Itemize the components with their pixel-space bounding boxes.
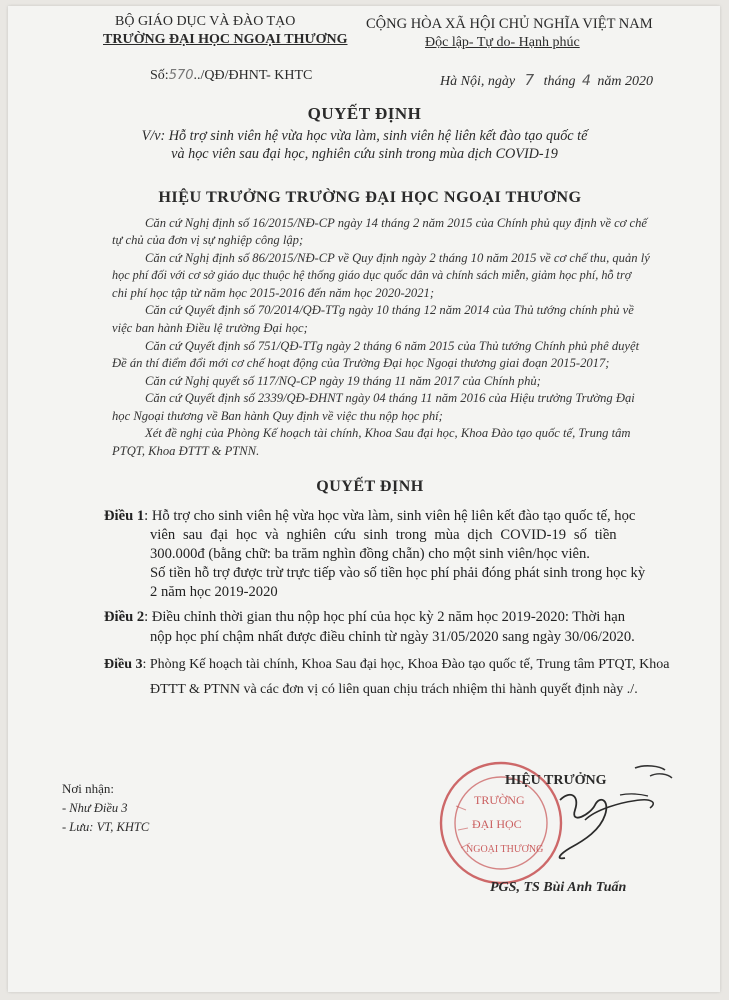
stamp-line-3: NGOẠI THƯƠNG (466, 844, 544, 855)
basis-line: Căn cứ Nghị định số 86/2015/NĐ-CP về Quy định ngày 2 tháng 10 năm 2015 về cơ chế thu, quản lý (145, 251, 650, 265)
article-1-line (104, 507, 635, 526)
decision-heading: QUYẾT ĐỊNH (316, 478, 424, 495)
date-prefix: Hà Nội, ngày (440, 74, 516, 89)
university-name: TRƯỜNG ĐẠI HỌC NGOẠI THƯƠNG (103, 32, 348, 47)
doc-number-suffix: ../QĐ/ĐHNT- KHTC (193, 68, 313, 83)
basis-line: Căn cứ Quyết định số 751/QĐ-TTg ngày 2 tháng 6 năm 2015 của Thủ tướng Chính phủ phê duyệt (145, 339, 640, 353)
article-1-line: Số tiền hỗ trợ được trừ trực tiếp vào số tiền học phí phải đóng phát sinh trong học kỳ (150, 565, 646, 581)
document-title: QUYẾT ĐỊNH (307, 104, 422, 123)
stamp-line-2: ĐẠI HỌC (472, 817, 522, 831)
article-2-line: nộp học phí chậm nhất được điều chỉnh từ ngày 31/05/2020 sang ngày 30/06/2020. (150, 629, 635, 645)
doc-number-prefix: Số: (150, 68, 169, 83)
recipients-label: Nơi nhận: (62, 781, 115, 796)
article-3-label: Điều 3 (104, 657, 143, 672)
signer-position: HIỆU TRƯỞNG (505, 773, 607, 788)
basis-line: Xét đề nghị của Phòng Kế hoạch tài chính, Khoa Sau đại học, Khoa Đào tạo quốc tế, Trung tâm (145, 426, 631, 440)
basis-line: tự chủ của đơn vị sự nghiệp công lập; (112, 233, 304, 247)
recipient-item: - Lưu: VT, KHTC (62, 820, 150, 834)
country-name: CỘNG HÒA XÃ HỘI CHỦ NGHĨA VIỆT NAM (366, 16, 653, 32)
ministry-name: BỘ GIÁO DỤC VÀ ĐÀO TẠO (115, 14, 296, 29)
basis-line: Đề án thí điểm đổi mới cơ chế hoạt động của Trường Đại học Ngoại thương giai đoạn 2015-2017; (112, 356, 610, 370)
date-year: năm 2020 (597, 74, 654, 89)
issuing-authority: HIỆU TRƯỞNG TRƯỜNG ĐẠI HỌC NGOẠI THƯƠNG (158, 188, 582, 206)
national-motto: Độc lập- Tự do- Hạnh phúc (425, 35, 580, 50)
basis-line: PTQT, Khoa ĐTTT & PTNN. (112, 444, 260, 458)
document-number (150, 68, 312, 84)
article-2-line (104, 608, 625, 627)
basis-line: học phí đối với cơ sở giáo dục thuộc hệ thống giáo dục quốc dân và chính sách miễn, giảm học phí, hỗ trợ (112, 268, 632, 282)
date-day: 7 (524, 71, 535, 89)
article-2-text: : Điều chỉnh thời gian thu nộp học phí của học kỳ 2 năm học 2019-2020: Thời hạn (144, 609, 626, 625)
stamp-line-1: TRƯỜNG (474, 793, 525, 807)
handwritten-signature (500, 760, 680, 870)
basis-line: Căn cứ Nghị quyết số 117/NQ-CP ngày 19 tháng 11 năm 2017 của Chính phủ; (145, 374, 541, 388)
doc-number-handwritten: 570 (168, 68, 194, 83)
date-month-label: tháng (543, 74, 576, 89)
basis-line: Căn cứ Nghị định số 16/2015/NĐ-CP ngày 14 tháng 2 năm 2015 của Chính phủ quy định về cơ chế (145, 216, 648, 230)
subject-line-1: V/v: Hỗ trợ sinh viên hệ vừa học vừa làm, sinh viên hệ liên kết đào tạo quốc tế (141, 128, 588, 144)
article-1-text: : Hỗ trợ cho sinh viên hệ vừa học vừa làm, sinh viên hệ liên kết đào tạo quốc tế, học (144, 508, 636, 524)
subject-line-2: và học viên sau đại học, nghiên cứu sinh trong mùa dịch COVID-19 (171, 146, 558, 162)
issue-date (440, 71, 653, 90)
recipient-item: - Như Điều 3 (62, 801, 128, 815)
basis-line: chi phí học tập từ năm học 2015-2016 đến năm học 2020-2021; (112, 286, 435, 300)
article-3-line (104, 655, 669, 674)
article-1-line: viên sau đại học và nghiên cứu sinh trong mùa dịch COVID-19 số tiền (150, 527, 617, 543)
signer-name: PGS, TS Bùi Anh Tuấn (490, 880, 627, 895)
article-3-line: ĐTTT & PTNN và các đơn vị có liên quan chịu trách nhiệm thi hành quyết định này ./. (150, 682, 638, 697)
date-month: 4 (582, 73, 591, 89)
basis-line: Căn cứ Quyết định số 70/2014/QĐ-TTg ngày 10 tháng 12 năm 2014 của Thủ tướng chính phủ về (145, 303, 634, 317)
basis-line: học Ngoại thương về Ban hành Quy định về việc thu nộp học phí; (112, 409, 443, 423)
article-1-label: Điều 1 (104, 508, 145, 524)
basis-line: việc ban hành Điều lệ trường Đại học; (112, 321, 308, 335)
article-3-text: : Phòng Kế hoạch tài chính, Khoa Sau đại học, Khoa Đào tạo quốc tế, Trung tâm PTQT, Khoa (142, 657, 670, 672)
basis-line: Căn cứ Quyết định số 2339/QĐ-ĐHNT ngày 04 tháng 11 năm 2016 của Hiệu trưởng Trường Đại (145, 391, 635, 405)
article-1-line: 2 năm học 2019-2020 (150, 584, 278, 600)
article-2-label: Điều 2 (104, 609, 145, 625)
article-1-line: 300.000đ (bằng chữ: ba trăm nghìn đồng chẵn) cho một sinh viên/học viên. (150, 546, 590, 562)
